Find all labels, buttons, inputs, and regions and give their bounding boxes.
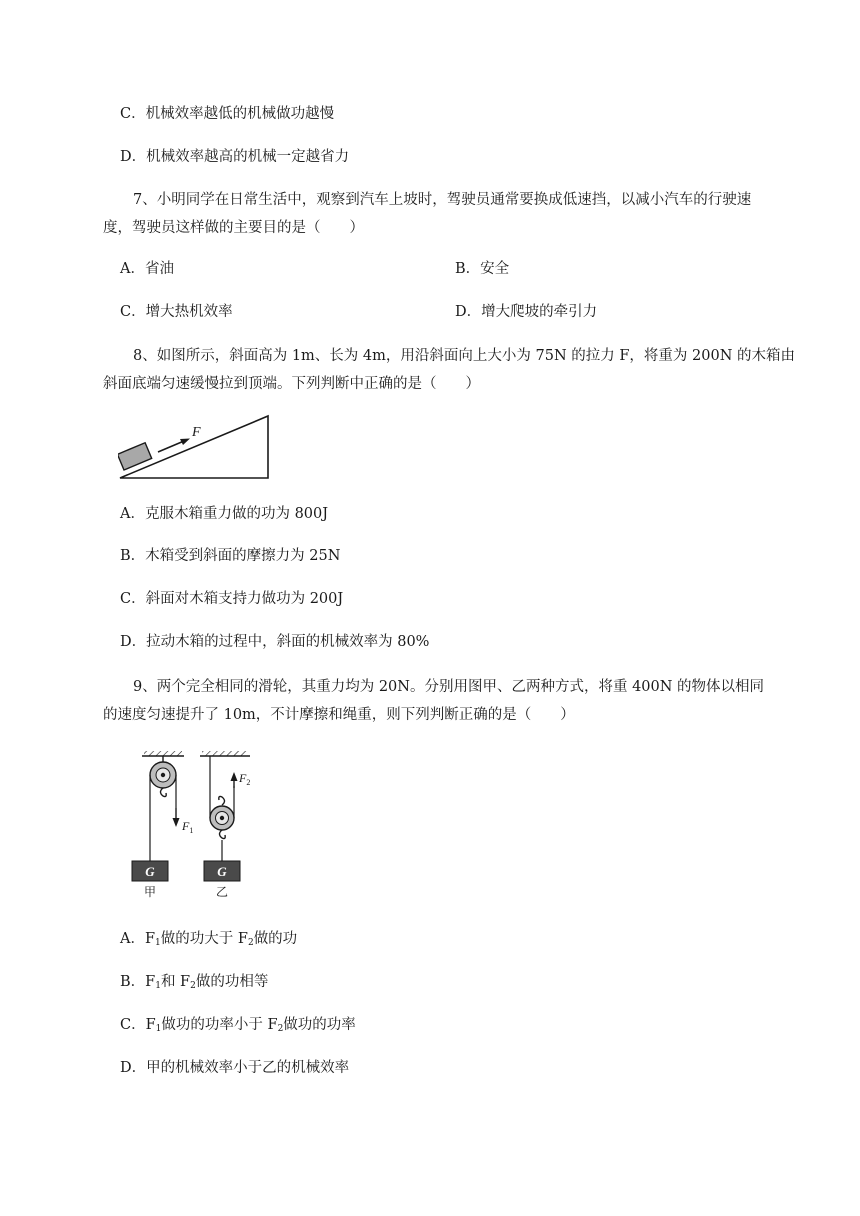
q7-option-c: C．增大热机效率 xyxy=(120,304,233,320)
q8-option-c: C．斜面对木箱支持力做功为 200J xyxy=(120,591,344,607)
arrow-f1 xyxy=(173,818,180,827)
ceiling-right xyxy=(202,751,248,756)
movable-pulley-yi xyxy=(200,751,250,899)
q8-option-d: D．拉动木箱的过程中，斜面的机械效率为 80% xyxy=(120,634,430,650)
weight-right-label: G xyxy=(217,864,227,879)
q6-option-c: C．机械效率越低的机械做功越慢 xyxy=(120,106,335,122)
q7-stem xyxy=(103,186,803,242)
hook-right-bottom xyxy=(220,830,226,839)
q8-stem-line2: 斜面底端匀速缓慢拉到顶端。下列判断中正确的是（ ） xyxy=(103,376,480,392)
q8-option-b: B．木箱受到斜面的摩擦力为 25N xyxy=(120,548,341,564)
hook-right-top xyxy=(219,796,225,805)
q9-option-b: B．$F_1$和 $F_2$做的功相等 xyxy=(120,974,269,991)
label-f1: $F_1$ xyxy=(182,819,194,835)
q9-stem xyxy=(103,673,803,729)
caption-yi: 乙 xyxy=(215,885,229,899)
pulley-figure xyxy=(128,748,278,900)
q8-option-a: A．克服木箱重力做的功为 800J xyxy=(120,506,329,522)
wooden-box xyxy=(118,443,152,470)
q7-stem-line1: 7、小明同学在日常生活中，观察到汽车上坡时，驾驶员通常要换成低速挡，以减小汽车的行驶速 xyxy=(133,192,752,208)
label-f2: $F_2$ xyxy=(239,771,251,787)
q9-stem-line1: 9、两个完全相同的滑轮，其重力均为 20N。分别用图甲、乙两种方式，将重 400N 的物体以相同 xyxy=(133,679,765,695)
arrow-f2 xyxy=(231,772,238,781)
q8-stem xyxy=(103,342,803,398)
caption-jia: 甲 xyxy=(143,885,157,899)
q8-stem-line1: 8、如图所示，斜面高为 1m、长为 4m，用沿斜面向上大小为 75N 的拉力 F，将重为 200N 的木箱由 xyxy=(133,348,795,364)
q9-stem-line2: 的速度匀速提升了 10m，不计摩擦和绳重，则下列判断正确的是（ ） xyxy=(103,707,575,723)
q7-option-d: D．增大爬坡的牵引力 xyxy=(455,304,598,320)
q7-stem-line2: 度，驾驶员这样做的主要目的是（ ） xyxy=(103,220,364,236)
force-arrow-head xyxy=(180,439,190,446)
q9-option-a: A．$F_1$做的功大于 $F_2$做的功 xyxy=(120,931,298,948)
hook-left xyxy=(161,788,167,797)
q9-option-c: C．$F_1$做功的功率小于 $F_2$做功的功率 xyxy=(120,1017,356,1034)
incline-figure xyxy=(118,412,278,484)
q9-option-d: D．甲的机械效率小于乙的机械效率 xyxy=(120,1060,350,1076)
q6-option-d: D．机械效率越高的机械一定越省力 xyxy=(120,149,350,165)
force-label-f: F xyxy=(192,425,201,440)
fixed-pulley-jia xyxy=(132,751,193,899)
q7-option-a: A．省油 xyxy=(120,261,174,277)
force-arrow-shaft xyxy=(158,441,184,452)
ceiling-left xyxy=(144,751,182,756)
weight-left-label: G xyxy=(145,864,155,879)
q7-option-b: B．安全 xyxy=(455,261,510,277)
